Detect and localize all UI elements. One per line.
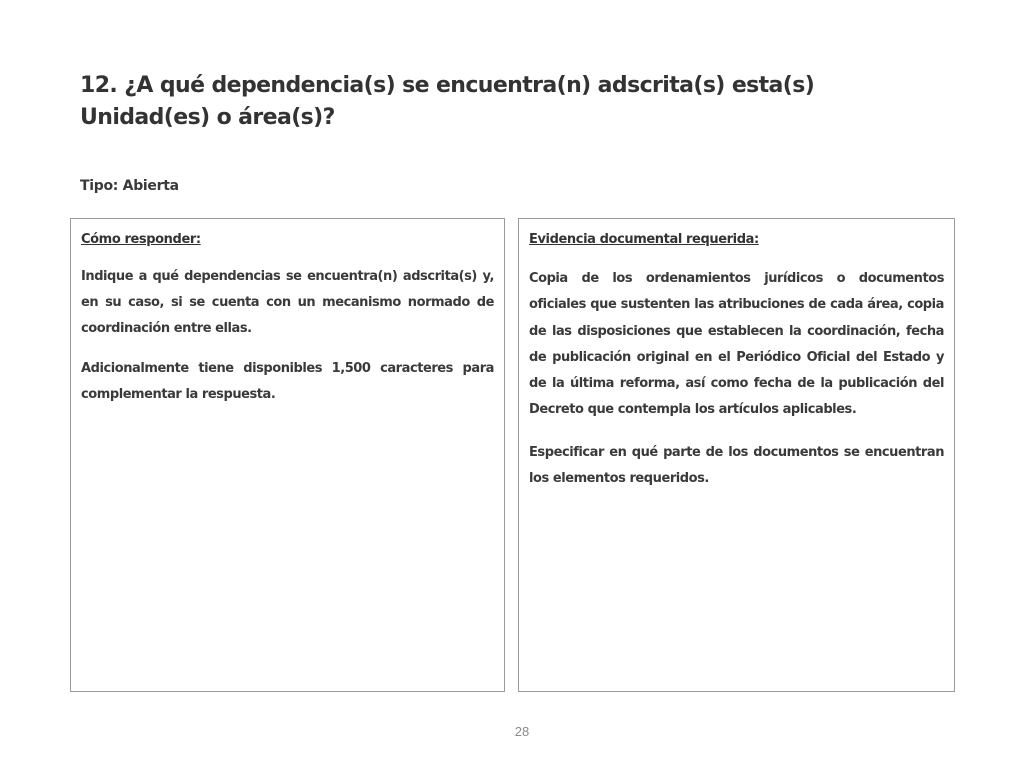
how-to-answer-paragraph: Indique a qué dependencias se encuentra(n) adscrita(s) y, en su caso, si se cuenta con un mecanismo normado de coordinación entre ellas. (81, 269, 494, 336)
slide-title: 12. ¿A qué dependencia(s) se encuentra(n) adscrita(s) esta(s) Unidad(es) o área(s)? (80, 73, 815, 130)
question-type: Tipo: Abierta (80, 178, 179, 194)
how-to-answer-box (70, 218, 505, 692)
required-evidence-paragraph: Especificar en qué parte de los documentos se encuentran los elementos requeridos. (529, 444, 944, 487)
page-number: 28 (514, 724, 530, 739)
required-evidence-paragraph: Copia de los ordenamientos jurídicos o documentos oficiales que sustenten las atribuciones de cada área, copia de las disposiciones que establecen la coordinación, fecha de publicación original en el Periódico Oficial del Estado y de la última reforma, así como fecha de la publicación del Decreto que contempla los artículos aplicables. (529, 271, 944, 418)
required-evidence-box (518, 218, 955, 692)
how-to-answer-heading: Cómo responder: (81, 232, 201, 247)
required-evidence-heading: Evidencia documental requerida: (529, 232, 759, 247)
how-to-answer-paragraph: Adicionalmente tiene disponibles 1,500 caracteres para complementar la respuesta. (81, 361, 494, 402)
